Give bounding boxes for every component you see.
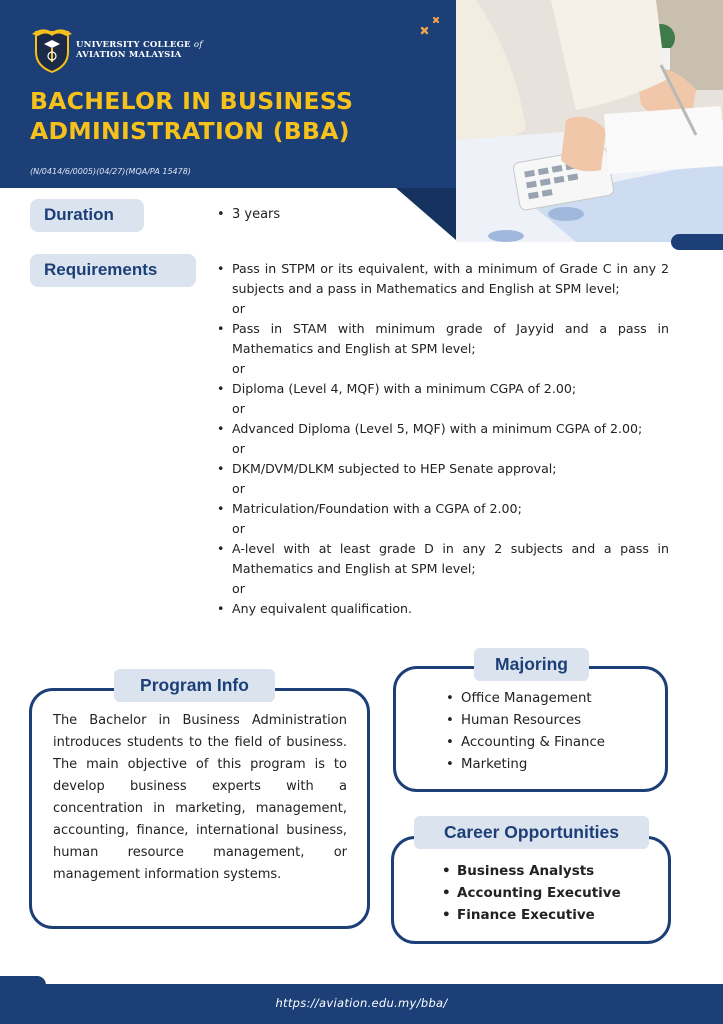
requirements-label: Requirements: [30, 254, 196, 287]
footer-url-link[interactable]: https://aviation.edu.my/bba/: [275, 996, 448, 1010]
or-separator: or: [232, 581, 245, 596]
majoring-title: Majoring: [474, 648, 589, 681]
university-crest-icon: [30, 22, 74, 74]
or-separator: or: [232, 401, 245, 416]
calculator-desk-illustration: [456, 0, 723, 242]
career-item: • Business Analysts: [442, 860, 621, 882]
logo-line-2: AVIATION MALAYSIA: [76, 50, 182, 60]
or-separator: or: [232, 301, 245, 316]
logo-of: of: [193, 40, 203, 50]
header-wedge-decoration: [396, 188, 456, 240]
or-separator: or: [232, 361, 245, 376]
page-title: [30, 86, 353, 146]
hero-photo: [456, 0, 723, 242]
title-line-2: ADMINISTRATION (BBA): [30, 117, 350, 145]
logo-line-1: UNIVERSITY COLLEGE: [76, 40, 191, 50]
career-list: [442, 860, 621, 926]
major-item: • Marketing: [446, 754, 605, 776]
career-item: • Finance Executive: [442, 904, 621, 926]
requirement-item: • Diploma (Level 4, MQF) with a minimum CGPA of 2.00;: [217, 379, 669, 399]
duration-value: • 3 years: [217, 207, 280, 222]
accreditation-code: (N/0414/6/0005)(04/27)(MQA/PA 15478): [30, 167, 191, 176]
major-item: • Accounting & Finance: [446, 732, 605, 754]
title-line-1: BACHELOR IN BUSINESS: [30, 87, 354, 115]
requirement-item: • Advanced Diploma (Level 5, MQF) with a minimum CGPA of 2.00;: [217, 419, 669, 439]
program-info-title: Program Info: [114, 669, 275, 702]
majoring-list: [446, 688, 605, 776]
or-separator: or: [232, 521, 245, 536]
duration-list: [217, 207, 280, 222]
footer-bar: [0, 984, 723, 1024]
duration-label: Duration: [30, 199, 144, 232]
major-item: • Human Resources: [446, 710, 605, 732]
photo-corner-tab: [671, 234, 723, 250]
or-separator: or: [232, 481, 245, 496]
or-separator: or: [232, 441, 245, 456]
sparkle-icon: [418, 16, 444, 40]
university-name: [76, 40, 203, 60]
career-title: Career Opportunities: [414, 816, 649, 849]
requirement-item: • DKM/DVM/DLKM subjected to HEP Senate approval;: [217, 459, 669, 479]
major-item: • Office Management: [446, 688, 605, 710]
requirement-item: • Pass in STPM or its equivalent, with a minimum of Grade C in any 2 subjects and a pass in Mathematics and English at SPM level;: [217, 259, 669, 299]
requirement-item: • Matriculation/Foundation with a CGPA of 2.00;: [217, 499, 669, 519]
program-info-text: The Bachelor in Business Administration introduces students to the field of business. The main objective of this program is to develop business experts with a concentration in marketing, management, accounting, finance, international business, human resource management, or management information systems.: [53, 713, 347, 882]
requirement-item: • Pass in STAM with minimum grade of Jayyid and a pass in Mathematics and English at SPM level;: [217, 319, 669, 359]
requirement-item: • Any equivalent qualification.: [217, 599, 669, 619]
requirements-list: [217, 259, 669, 619]
requirement-item: • A-level with at least grade D in any 2 subjects and a pass in Mathematics and English at SPM level;: [217, 539, 669, 579]
career-item: • Accounting Executive: [442, 882, 621, 904]
